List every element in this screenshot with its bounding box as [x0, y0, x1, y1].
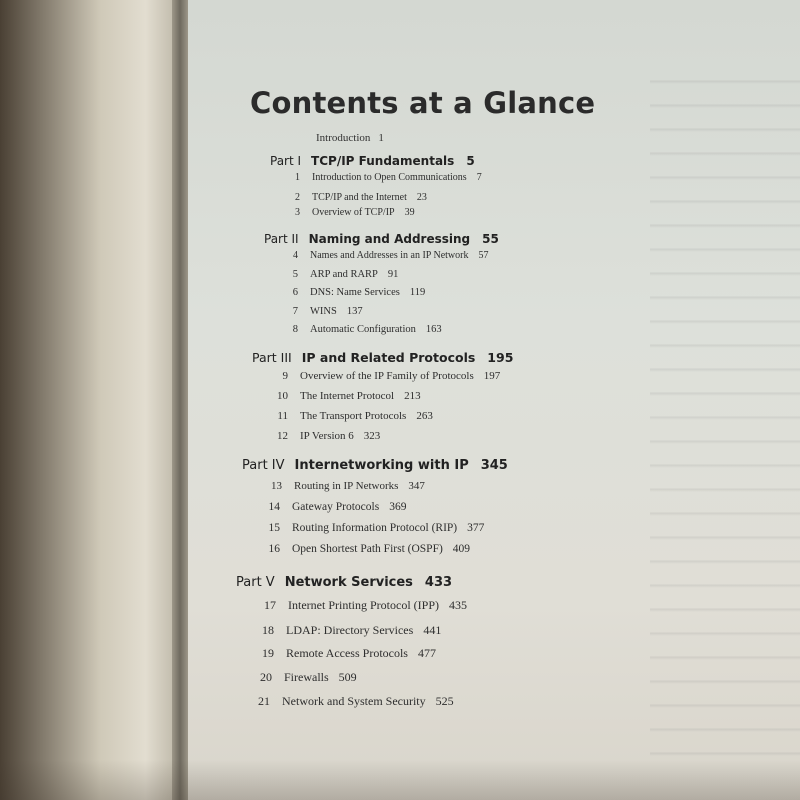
chapter-number: 11	[277, 410, 288, 422]
chapter-entry	[270, 390, 421, 402]
chapter-title: Open Shortest Path First (OSPF)	[292, 543, 443, 555]
chapter-title: Network and System Security	[282, 694, 426, 708]
part-heading	[270, 154, 475, 168]
bleed-through-text	[650, 60, 800, 760]
chapter-number: 4	[293, 250, 298, 261]
chapter-page: 91	[387, 269, 399, 280]
part-number: Part II	[264, 232, 299, 246]
chapter-page: 509	[338, 670, 357, 684]
chapter-entry	[254, 670, 357, 685]
chapter-page: 377	[467, 522, 485, 534]
chapter-title: Gateway Protocols	[292, 501, 380, 513]
chapter-title: The Transport Protocols	[300, 410, 407, 422]
chapter-entry	[284, 172, 482, 183]
chapter-page: 525	[435, 694, 454, 708]
chapter-title: TCP/IP and the Internet	[312, 192, 407, 203]
chapter-entry	[262, 522, 484, 534]
chapter-page: 441	[423, 623, 442, 637]
chapter-title: Routing Information Protocol (RIP)	[292, 522, 458, 534]
chapter-title: Names and Addresses in an IP Network	[310, 250, 469, 261]
part-page: 195	[487, 350, 514, 365]
chapter-number: 5	[292, 269, 298, 280]
chapter-entry	[256, 623, 441, 638]
chapter-number: 8	[292, 324, 298, 335]
chapter-title: Automatic Configuration	[310, 324, 416, 335]
chapter-title: Firewalls	[284, 670, 329, 684]
chapter-page: 119	[409, 287, 426, 298]
chapter-number: 7	[292, 306, 298, 317]
chapter-entry	[282, 287, 425, 298]
chapter-number: 20	[260, 670, 272, 684]
contents-page	[188, 0, 800, 800]
chapter-entry	[282, 269, 398, 280]
chapter-entry	[284, 207, 415, 218]
chapter-number: 12	[277, 430, 288, 442]
part-page: 55	[482, 232, 499, 246]
part-number: Part V	[236, 575, 275, 590]
part-number: Part I	[270, 154, 302, 168]
chapter-entry	[282, 324, 442, 335]
chapter-page: 263	[416, 410, 433, 422]
intro-entry	[316, 132, 384, 144]
chapter-entry	[258, 598, 467, 613]
chapter-title: Internet Printing Protocol (IPP)	[288, 598, 439, 612]
part-name: Naming and Addressing	[308, 232, 471, 246]
part-name: IP and Related Protocols	[301, 350, 476, 365]
chapter-entry	[282, 306, 363, 317]
chapter-number: 16	[268, 543, 280, 555]
chapter-title: ARP and RARP	[310, 269, 378, 280]
chapter-number: 2	[295, 192, 300, 203]
chapter-number: 3	[295, 207, 300, 218]
chapter-number: 13	[271, 480, 282, 492]
chapter-page: 197	[483, 370, 501, 382]
chapter-number: 9	[282, 370, 288, 382]
chapter-entry	[284, 192, 427, 203]
part-page: 433	[424, 575, 453, 590]
part-number: Part III	[252, 350, 292, 365]
part-page: 345	[480, 458, 508, 473]
chapter-page: 213	[404, 390, 421, 402]
chapter-page: 435	[448, 598, 467, 612]
chapter-page: 137	[346, 306, 363, 317]
chapter-entry	[262, 501, 406, 513]
part-heading	[242, 458, 508, 473]
chapter-entry	[282, 250, 489, 261]
chapter-title: Remote Access Protocols	[286, 646, 408, 660]
chapter-page: 323	[363, 430, 381, 442]
chapter-number: 17	[264, 598, 276, 612]
chapter-page: 409	[452, 543, 471, 555]
chapter-page: 57	[478, 250, 489, 261]
part-name: TCP/IP Fundamentals	[311, 154, 455, 168]
chapter-page: 39	[404, 207, 415, 218]
page-title: Contents at a Glance	[250, 86, 596, 120]
part-heading	[252, 350, 513, 365]
facing-page	[0, 0, 182, 800]
chapter-page: 347	[408, 480, 425, 492]
chapter-page: 369	[389, 501, 407, 513]
chapter-entry	[256, 646, 436, 661]
part-heading	[264, 232, 499, 246]
chapter-entry	[264, 480, 425, 492]
chapter-title: Introduction to Open Communications	[312, 172, 467, 183]
chapter-entry	[270, 410, 433, 422]
chapter-title: Overview of TCP/IP	[312, 207, 395, 218]
chapter-title: The Internet Protocol	[300, 390, 395, 402]
chapter-title: Routing in IP Networks	[294, 480, 399, 492]
chapter-number: 21	[258, 694, 270, 708]
chapter-entry	[252, 694, 454, 709]
chapter-title: IP Version 6	[300, 430, 354, 442]
part-name: Internetworking with IP	[294, 458, 469, 473]
part-heading	[236, 575, 452, 590]
chapter-entry	[272, 370, 500, 382]
chapter-entry	[262, 543, 470, 555]
chapter-page: 477	[417, 646, 436, 660]
chapter-number: 19	[262, 646, 274, 660]
chapter-number: 18	[262, 623, 274, 637]
part-number: Part IV	[242, 458, 285, 473]
chapter-title: LDAP: Directory Services	[286, 623, 414, 637]
chapter-number: 6	[292, 287, 298, 298]
intro-label: Introduction	[316, 132, 371, 144]
chapter-number: 10	[277, 390, 288, 402]
chapter-entry	[270, 430, 380, 442]
chapter-title: Overview of the IP Family of Protocols	[300, 370, 474, 382]
chapter-title: DNS: Name Services	[310, 287, 400, 298]
chapter-number: 15	[268, 522, 280, 534]
part-name: Network Services	[284, 575, 413, 590]
intro-page: 1	[378, 132, 384, 144]
chapter-title: WINS	[310, 306, 337, 317]
chapter-page: 163	[425, 324, 442, 335]
part-page: 5	[466, 154, 475, 168]
chapter-number: 1	[295, 172, 300, 183]
chapter-page: 7	[476, 172, 482, 183]
chapter-number: 14	[268, 501, 280, 513]
chapter-page: 23	[416, 192, 427, 203]
